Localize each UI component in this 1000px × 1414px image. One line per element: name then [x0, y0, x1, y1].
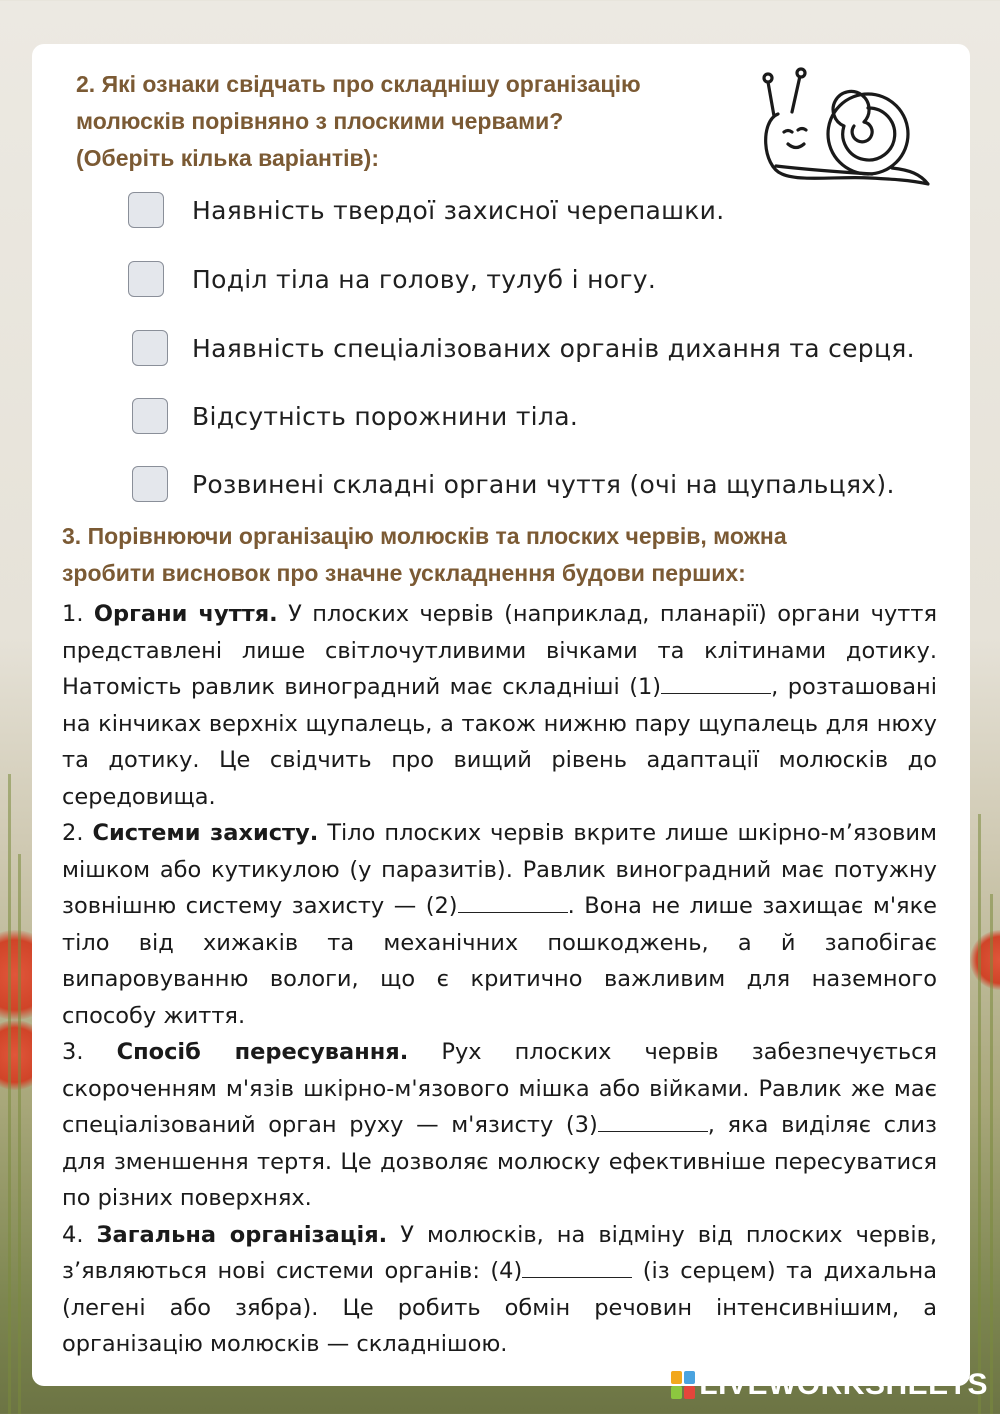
option-label: Відсутність порожнини тіла. — [192, 401, 579, 431]
paragraph-text: , розташовані на кінчиках верхніх щупалець, а також нижню пару щупалець для нюху та дотику. Це свідчить про вищий рівень адаптації молюсків до середовища. — [62, 674, 937, 810]
paragraph-heading: Загальна організація. — [96, 1221, 388, 1248]
option-row[interactable] — [132, 326, 915, 370]
option-label: Наявність спеціалізованих органів дихання та серця. — [192, 333, 915, 363]
option-checkbox[interactable] — [132, 330, 168, 366]
background-grass — [990, 894, 993, 1414]
logo-square — [684, 1386, 695, 1399]
paragraph-heading: Системи захисту. — [92, 820, 319, 846]
option-checkbox[interactable] — [132, 466, 168, 502]
liveworksheets-logo-icon — [671, 1371, 695, 1399]
question-2-title — [76, 66, 776, 177]
logo-square — [671, 1386, 682, 1399]
background-grass — [18, 854, 21, 1414]
logo-square — [684, 1371, 695, 1384]
paragraph-heading: Органи чуття. — [93, 601, 278, 627]
liveworksheets-wordmark: LIVEWORKSHEETS — [699, 1368, 988, 1401]
answer-blank-3[interactable] — [598, 1111, 708, 1132]
paragraph-text: (із серцем) та дихальна (легені або зябра). Це робить обмін речовин інтенсивнішим, а організацію молюсків — складнішою. — [62, 1258, 937, 1357]
logo-square — [671, 1371, 682, 1384]
answer-blank-2[interactable] — [458, 892, 568, 913]
answer-blank-4[interactable] — [522, 1257, 632, 1278]
paragraph-number: 4. — [62, 1221, 97, 1248]
option-checkbox[interactable] — [128, 192, 164, 228]
question-3-title — [62, 518, 942, 592]
paragraph-text: . Вона не лише захищає м'яке тіло від хижаків та механічних пошкоджень, а й запобігає випаровуванню вологи, що є критично важливим для наземного способу життя. — [62, 893, 937, 1029]
text-paragraph — [62, 596, 937, 815]
option-row[interactable] — [132, 394, 578, 438]
question-2-title-line: молюсків порівняно з плоскими червами? — [76, 108, 564, 134]
background-grass — [8, 774, 11, 1414]
background-poppy — [970, 930, 1000, 990]
paragraph-text: У плоских червів (наприклад, планарії) органи чуття представлені лише світлочутливими вічками та клітинами дотику. Натомість равлик виноградний має складніші (1) — [62, 601, 938, 700]
text-paragraph — [62, 815, 937, 1034]
option-label: Поділ тіла на голову, тулуб і ногу. — [192, 264, 657, 294]
question-3-title-line: 3. Порівнюючи організацію молюсків та плоских червів, можна — [62, 523, 787, 549]
background-grass — [978, 814, 981, 1414]
paragraph-number: 2. — [62, 820, 93, 846]
answer-blank-1[interactable] — [661, 673, 771, 694]
question-2-title-line: 2. Які ознаки свідчать про складнішу організацію — [76, 71, 641, 97]
paragraph-text: Тіло плоских червів вкрите лише шкірно-м’язовим мішком або кутикулою (у паразитів). Равлик виноградний має потужну зовнішню систему захисту — (2) — [62, 820, 937, 919]
paragraph-text: У молюсків, на відміну від плоских червів, з’являються нові системи органів: (4) — [62, 1221, 937, 1284]
paragraph-heading: Спосіб пересування. — [116, 1039, 409, 1065]
option-row[interactable] — [132, 462, 895, 506]
option-label: Розвинені складні органи чуття (очі на щупальцях). — [192, 469, 895, 499]
text-paragraph — [62, 1034, 937, 1217]
option-row[interactable] — [128, 257, 656, 301]
snail-icon — [760, 66, 940, 196]
liveworksheets-brand — [671, 1368, 988, 1402]
paragraph-number: 3. — [62, 1039, 117, 1065]
option-checkbox[interactable] — [132, 398, 168, 434]
option-row[interactable] — [128, 188, 724, 232]
option-label: Наявність твердої захисної черепашки. — [192, 195, 725, 225]
paragraph-text: , яка виділяє слиз для зменшення тертя. Це дозволяє молюску ефективніше пересуватися по різних поверхнях. — [62, 1112, 937, 1211]
paragraph-number: 1. — [62, 601, 94, 627]
option-checkbox[interactable] — [128, 261, 164, 297]
question-3-text — [62, 596, 937, 1363]
worksheet-card — [32, 44, 970, 1386]
text-paragraph — [62, 1217, 937, 1363]
question-3-title-line: зробити висновок про значне ускладнення будови перших: — [62, 560, 746, 586]
question-2-title-line: (Оберіть кілька варіантів): — [76, 145, 379, 171]
paragraph-text: Рух плоских червів забезпечується скороченням м'язів шкірно-м'язового мішка або війками. Равлик же має спеціалізований орган руху — м'язисту (3) — [62, 1039, 937, 1138]
